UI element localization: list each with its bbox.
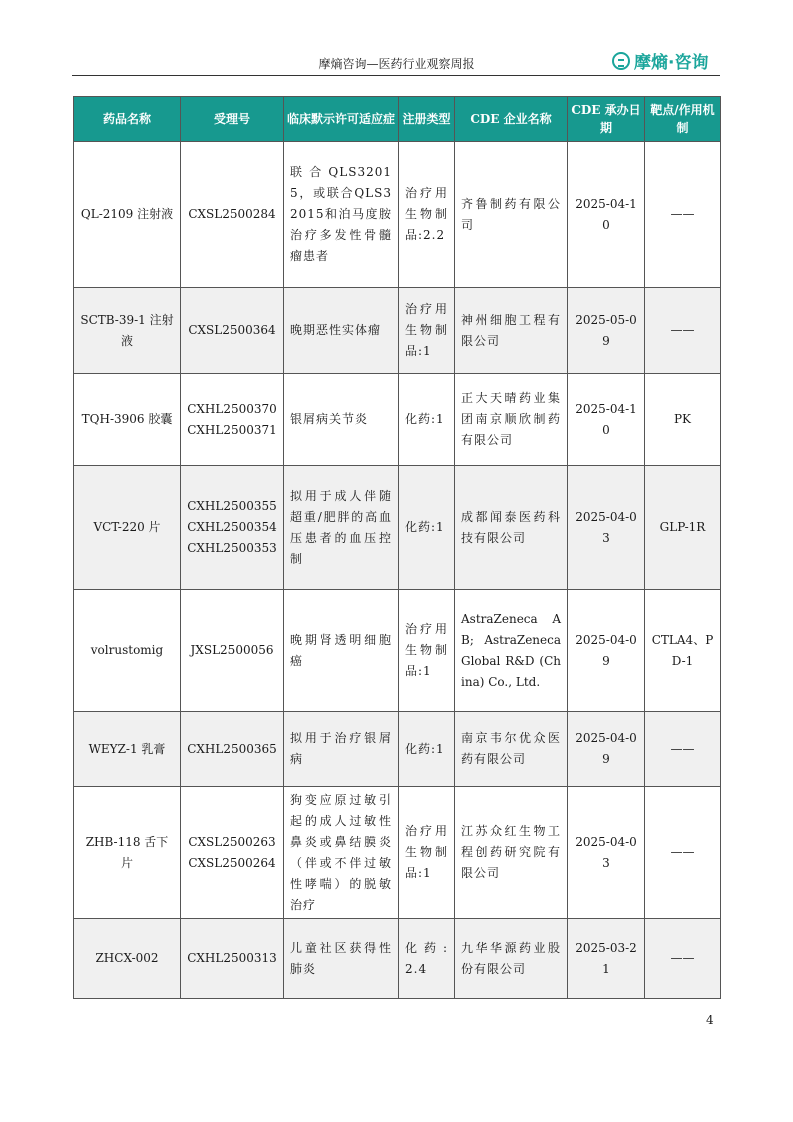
- acceptance-number-cell: [181, 919, 284, 999]
- acceptance-number: CXHL2500313: [187, 951, 277, 965]
- drug-name-cell: QL-2109 注射液: [74, 142, 181, 288]
- table-row: [74, 590, 721, 712]
- company-cell: 齐鲁制药有限公司: [455, 142, 568, 288]
- acceptance-number-cell: [181, 590, 284, 712]
- acceptance-number-cell: [181, 288, 284, 374]
- indication-cell: 银屑病关节炎: [284, 374, 399, 466]
- indication-cell: 联合QLS32015，或联合QLS32015和泊马度胺治疗多发性骨髓瘤患者: [284, 142, 399, 288]
- company-cell: 九华华源药业股份有限公司: [455, 919, 568, 999]
- acceptance-number: JXSL2500056: [190, 643, 274, 657]
- drug-name-cell: TQH-3906 胶囊: [74, 374, 181, 466]
- indication-cell: 拟用于成人伴随超重/肥胖的高血压患者的血压控制: [284, 466, 399, 590]
- report-header-title: 摩熵咨询—医药行业观察周报: [318, 57, 475, 71]
- acceptance-number: CXHL2500355: [187, 499, 277, 513]
- cde-date-cell: 2025-05-09: [568, 288, 645, 374]
- target-cell: ——: [645, 288, 721, 374]
- drug-name-cell: VCT-220 片: [74, 466, 181, 590]
- target-cell: PK: [645, 374, 721, 466]
- company-cell: 神州细胞工程有限公司: [455, 288, 568, 374]
- column-header: 临床默示许可适应症: [284, 97, 399, 142]
- acceptance-number: CXHL2500353: [187, 541, 277, 555]
- cde-date-cell: 2025-04-10: [568, 374, 645, 466]
- registration-type-cell: 治疗用生物制品:1: [399, 288, 455, 374]
- brand-logo: [612, 48, 708, 73]
- registration-type-cell: 化药:1: [399, 374, 455, 466]
- column-header: 药品名称: [74, 97, 181, 142]
- registration-type-cell: 治疗用生物制品:2.2: [399, 142, 455, 288]
- acceptance-number: CXSL2500284: [188, 207, 276, 221]
- acceptance-number-cell: [181, 787, 284, 919]
- indication-cell: 拟用于治疗银屑病: [284, 712, 399, 787]
- page-number: 4: [706, 1013, 714, 1027]
- indication-cell: 晚期肾透明细胞癌: [284, 590, 399, 712]
- column-header: CDE 承办日期: [568, 97, 645, 142]
- acceptance-number: CXHL2500371: [187, 422, 277, 437]
- acceptance-number-cell: [181, 712, 284, 787]
- table-row: [74, 288, 721, 374]
- cde-date-cell: 2025-04-10: [568, 142, 645, 288]
- header-divider: [72, 75, 720, 76]
- table-row: [74, 466, 721, 590]
- company-cell: AstraZeneca AB; AstraZeneca Global R&D (China) Co., Ltd.: [455, 590, 568, 712]
- cde-date-cell: 2025-04-03: [568, 466, 645, 590]
- column-header: 注册类型: [399, 97, 455, 142]
- target-cell: CTLA4、PD-1: [645, 590, 721, 712]
- indication-cell: 晚期恶性实体瘤: [284, 288, 399, 374]
- cde-date-cell: 2025-04-09: [568, 712, 645, 787]
- target-cell: ——: [645, 919, 721, 999]
- table-row: [74, 712, 721, 787]
- cde-date-cell: 2025-03-21: [568, 919, 645, 999]
- cde-date-cell: 2025-04-09: [568, 590, 645, 712]
- table-row: [74, 142, 721, 288]
- target-cell: ——: [645, 142, 721, 288]
- logo-text: 摩熵·咨询: [634, 53, 709, 73]
- acceptance-number: CXHL2500370: [187, 401, 277, 416]
- table-header-row: [74, 97, 721, 142]
- table-row: [74, 919, 721, 999]
- acceptance-number-cell: [181, 374, 284, 466]
- company-cell: 南京韦尔优众医药有限公司: [455, 712, 568, 787]
- acceptance-number: CXSL2500264: [188, 855, 276, 870]
- column-header: CDE 企业名称: [455, 97, 568, 142]
- acceptance-number: CXHL2500354: [187, 520, 277, 534]
- cde-date-cell: 2025-04-03: [568, 787, 645, 919]
- registration-type-cell: 化药:1: [399, 466, 455, 590]
- table-body: [74, 142, 721, 999]
- target-cell: ——: [645, 787, 721, 919]
- registration-type-cell: 治疗用生物制品:1: [399, 590, 455, 712]
- acceptance-number-cell: [181, 142, 284, 288]
- logo-icon: [612, 52, 630, 70]
- acceptance-number: CXSL2500263: [188, 834, 276, 849]
- drug-name-cell: ZHB-118 舌下片: [74, 787, 181, 919]
- registration-type-cell: 化药:2.4: [399, 919, 455, 999]
- column-header: 靶点/作用机制: [645, 97, 721, 142]
- registration-type-cell: 化药:1: [399, 712, 455, 787]
- acceptance-number: CXHL2500365: [187, 741, 277, 756]
- company-cell: 成都闻泰医药科技有限公司: [455, 466, 568, 590]
- drug-name-cell: volrustomig: [74, 590, 181, 712]
- drug-name-cell: SCTB-39-1 注射液: [74, 288, 181, 374]
- indication-cell: 儿童社区获得性肺炎: [284, 919, 399, 999]
- indication-cell: 狗变应原过敏引起的成人过敏性鼻炎或鼻结膜炎（伴或不伴过敏性哮喘）的脱敏治疗: [284, 787, 399, 919]
- company-cell: 正大天晴药业集团南京顺欣制药有限公司: [455, 374, 568, 466]
- acceptance-number-cell: [181, 466, 284, 590]
- registration-type-cell: 治疗用生物制品:1: [399, 787, 455, 919]
- table-row: [74, 787, 721, 919]
- drug-name-cell: WEYZ-1 乳膏: [74, 712, 181, 787]
- drug-approval-table: [73, 96, 721, 999]
- acceptance-number: CXSL2500364: [188, 323, 276, 337]
- target-cell: ——: [645, 712, 721, 787]
- drug-name-cell: ZHCX-002: [74, 919, 181, 999]
- company-cell: 江苏众红生物工程创药研究院有限公司: [455, 787, 568, 919]
- column-header: 受理号: [181, 97, 284, 142]
- table-row: [74, 374, 721, 466]
- target-cell: GLP-1R: [645, 466, 721, 590]
